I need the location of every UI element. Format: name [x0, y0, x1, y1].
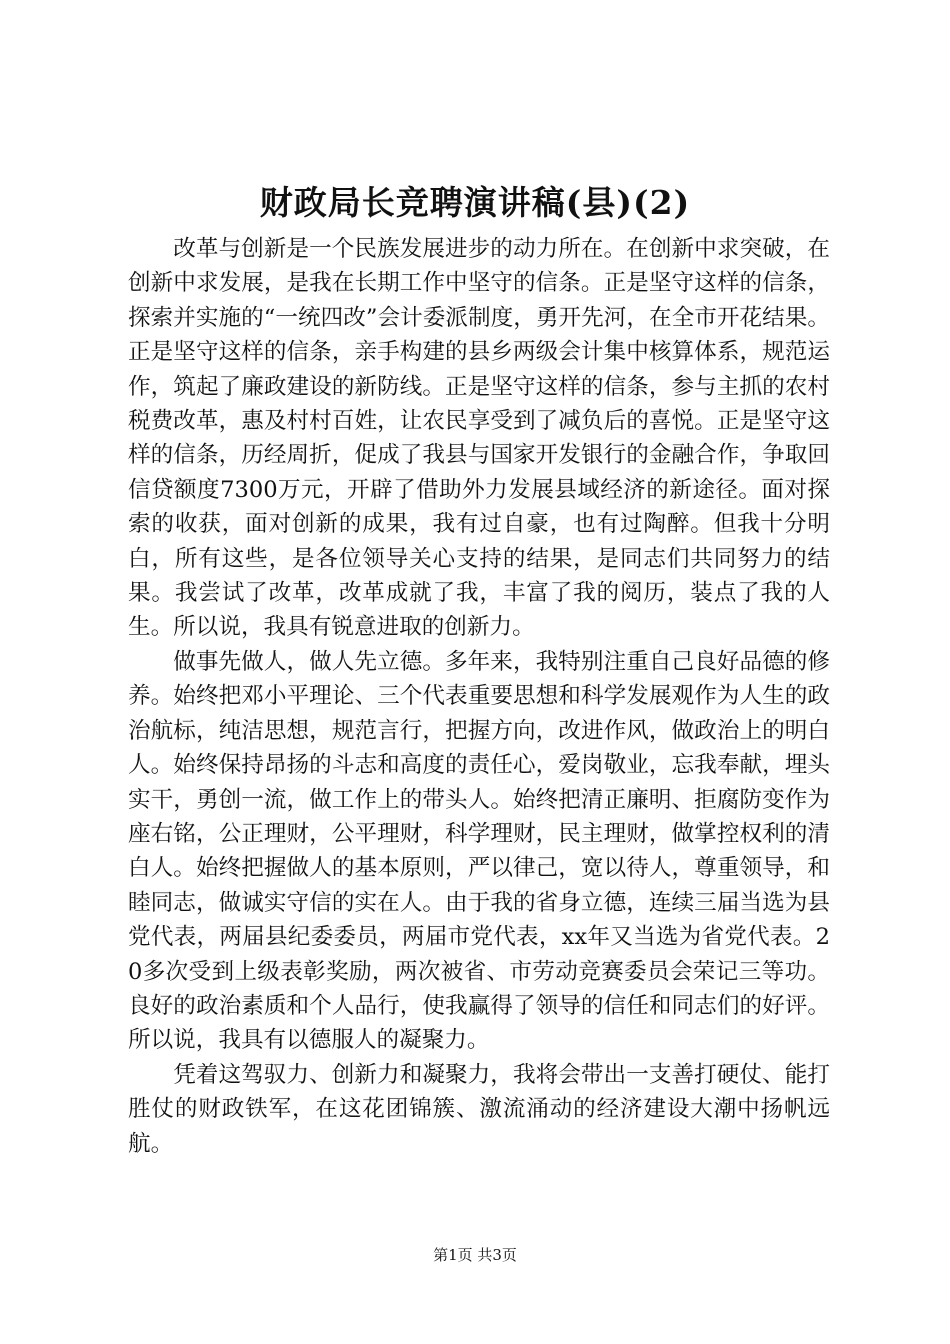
- body-paragraph: 凭着这驾驭力、创新力和凝聚力，我将会带出一支善打硬仗、能打胜仗的财政铁军，在这花团锦簇、激流涌动的经济建设大潮中扬帆远航。: [128, 1061, 830, 1157]
- document-body: [128, 232, 830, 1161]
- page-number-footer: 第1页 共3页: [433, 1246, 517, 1264]
- document-title: 财政局长竞聘演讲稿(县)(2): [259, 183, 691, 222]
- body-paragraph: 改革与创新是一个民族发展进步的动力所在。在创新中求突破，在创新中求发展，是我在长期工作中坚守的信条。正是坚守这样的信条，探索并实施的“一统四改”会计委派制度，勇开先河，在全市开花结果。正是坚守这样的信条，亲手构建的县乡两级会计集中核算体系，规范运作，筑起了廉政建设的新防线。正是坚守这样的信条，参与主抓的农村税费改革，惠及村村百姓，让农民享受到了减负后的喜悦。正是坚守这样的信条，历经周折，促成了我县与国家开发银行的金融合作，争取回信贷额度7300万元，开辟了借助外力发展县域经济的新途径。面对探索的收获，面对创新的成果，我有过自豪，也有过陶醉。但我十分明白，所有这些，是各位领导关心支持的结果，是同志们共同努力的结果。我尝试了改革，改革成就了我，丰富了我的阅历，装点了我的人生。所以说，我具有锐意进取的创新力。: [128, 236, 830, 641]
- body-paragraph: 做事先做人，做人先立德。多年来，我特别注重自己良好品德的修养。始终把邓小平理论、三个代表重要思想和科学发展观作为人生的政治航标，纯洁思想，规范言行，把握方向，改进作风，做政治上的明白人。始终保持昂扬的斗志和高度的责任心，爱岗敬业，忘我奉献，埋头实干，勇创一流，做工作上的带头人。始终把清正廉明、拒腐防变作为座右铭，公正理财，公平理财，科学理财，民主理财，做掌控权利的清白人。始终把握做人的基本原则，严以律己，宽以待人，尊重领导，和睦同志，做诚实守信的实在人。由于我的省身立德，连续三届当选为县党代表，两届县纪委委员，两届市党代表，xx年又当选为省党代表。20多次受到上级表彰奖励，两次被省、市劳动竞赛委员会荣记三等功。良好的政治素质和个人品行，使我赢得了领导的信任和同志们的好评。所以说，我具有以德服人的凝聚力。: [128, 648, 830, 1054]
